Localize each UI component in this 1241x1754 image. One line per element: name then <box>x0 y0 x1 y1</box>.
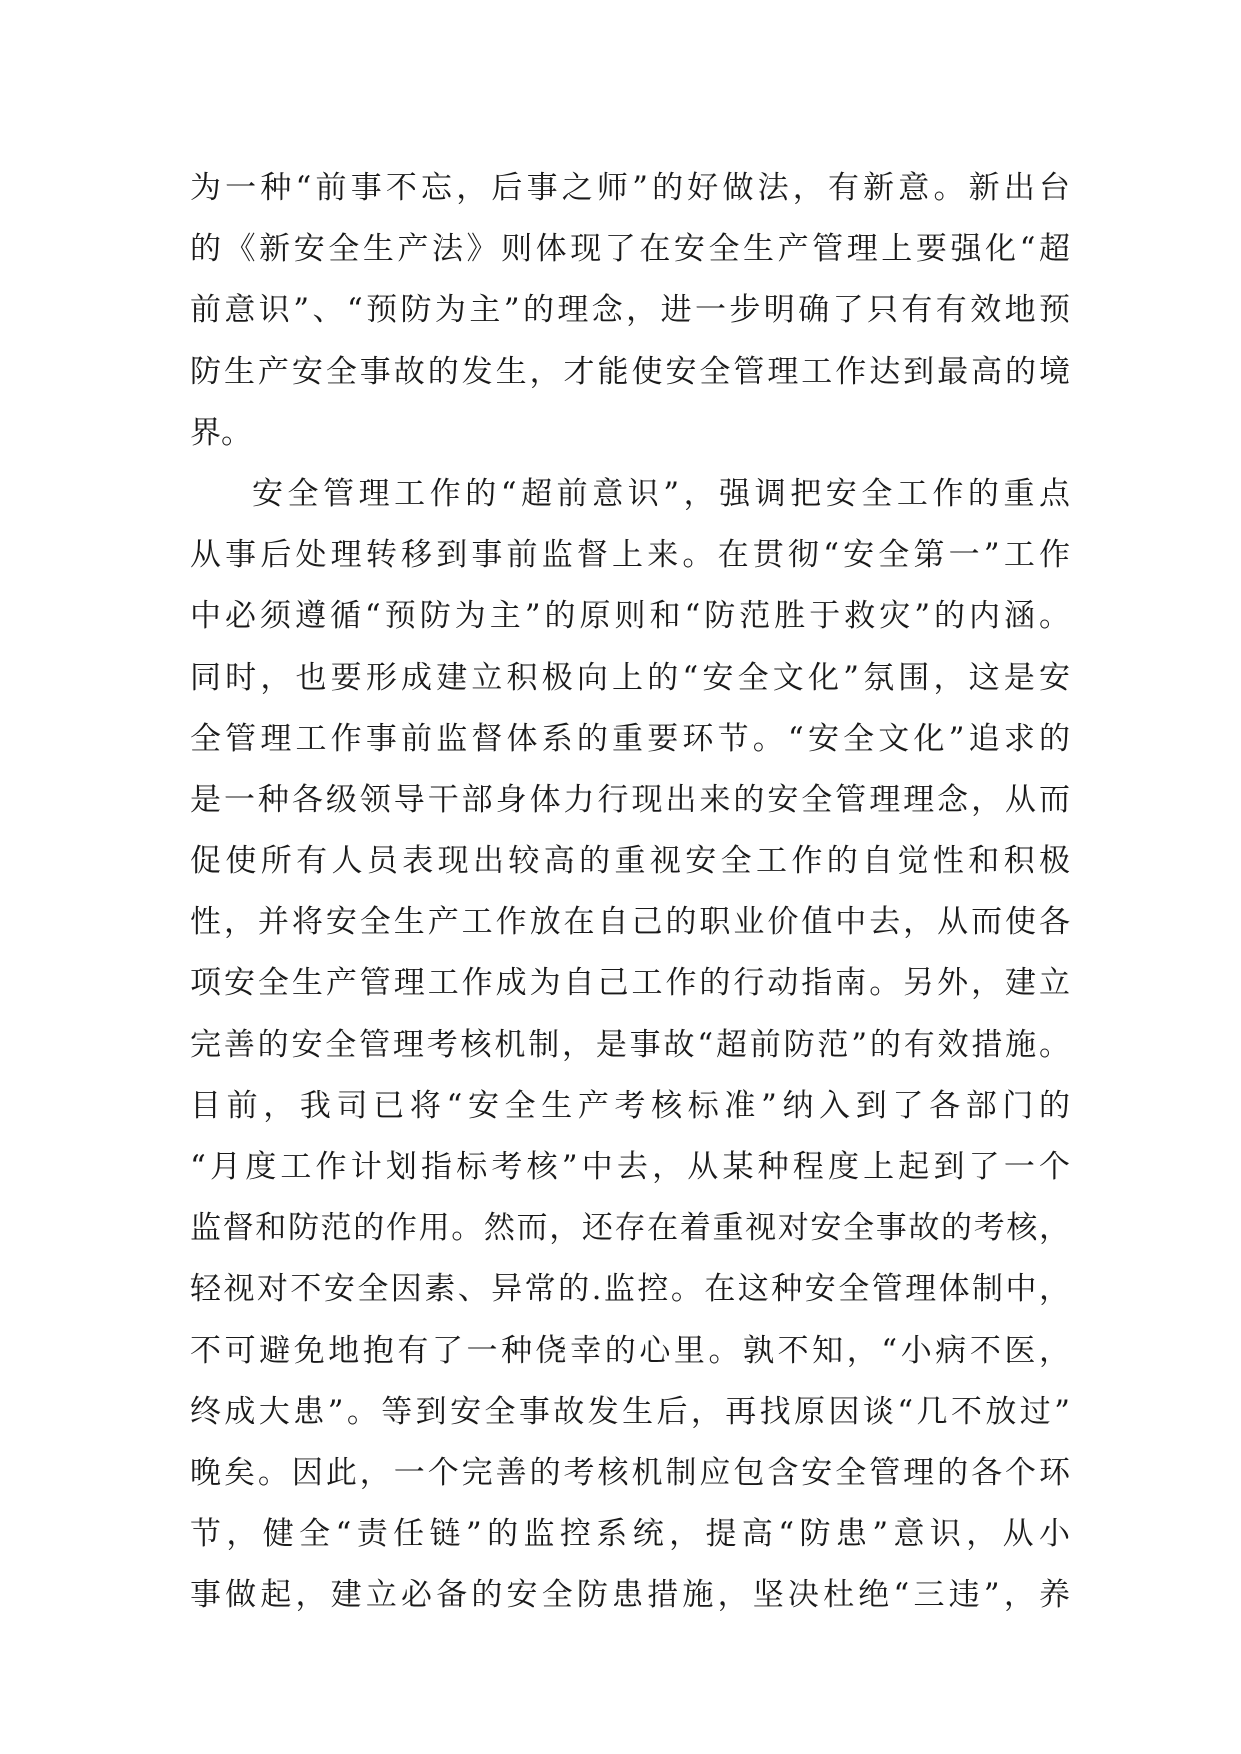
text-line: 完善的安全管理考核机制，是事故“超前防范”的有效措施。 <box>190 1026 1070 1063</box>
paragraph-2 <box>190 464 1070 1627</box>
text-line: 轻视对不安全因素、异常的.监控。在这种安全管理体制中， <box>190 1271 1070 1308</box>
text-line: 防生产安全事故的发生，才能使安全管理工作达到最高的境 <box>190 353 1070 390</box>
text-line: 终成大患”。等到安全事故发生后，再找原因谈“几不放过” <box>190 1393 1070 1430</box>
paragraph-1 <box>190 158 1070 464</box>
text-line: 界。 <box>190 414 252 451</box>
body-text <box>190 158 1070 1627</box>
text-line: 节，健全“责任链”的监控系统，提高“防患”意识，从小 <box>190 1516 1070 1553</box>
text-line: 项安全生产管理工作成为自己工作的行动指南。另外，建立 <box>190 965 1070 1002</box>
text-line: 目前，我司已将“安全生产考核标准”纳入到了各部门的 <box>190 1087 1070 1124</box>
text-line: 从事后处理转移到事前监督上来。在贯彻“安全第一”工作 <box>190 537 1070 574</box>
text-line: 的《新安全生产法》则体现了在安全生产管理上要强化“超 <box>190 231 1070 268</box>
text-line: 前意识”、“预防为主”的理念，进一步明确了只有有效地预 <box>190 292 1070 329</box>
text-line: 晚矣。因此，一个完善的考核机制应包含安全管理的各个环 <box>190 1454 1070 1491</box>
text-line: 促使所有人员表现出较高的重视安全工作的自觉性和积极 <box>190 843 1070 880</box>
text-line: “月度工作计划指标考核”中去，从某种程度上起到了一个 <box>190 1149 1070 1185</box>
text-line: 中必须遵循“预防为主”的原则和“防范胜于救灾”的内涵。 <box>190 598 1070 635</box>
text-line: 性，并将安全生产工作放在自己的职业价值中去，从而使各 <box>190 904 1070 941</box>
text-line: 全管理工作事前监督体系的重要环节。“安全文化”追求的 <box>190 720 1070 757</box>
text-line: 为一种“前事不忘，后事之师”的好做法，有新意。新出台 <box>190 170 1070 206</box>
text-line: 同时，也要形成建立积极向上的“安全文化”氛围，这是安 <box>190 659 1070 696</box>
text-line: 是一种各级领导干部身体力行现出来的安全管理理念，从而 <box>190 781 1070 818</box>
text-line: 事做起，建立必备的安全防患措施，坚决杜绝“三违”，养 <box>190 1577 1070 1614</box>
text-line: 安全管理工作的“超前意识”，强调把安全工作的重点 <box>252 475 1070 512</box>
text-line: 监督和防范的作用。然而，还存在着重视对安全事故的考核， <box>190 1210 1070 1247</box>
text-line: 不可避免地抱有了一种侥幸的心里。孰不知，“小病不医， <box>190 1332 1070 1369</box>
